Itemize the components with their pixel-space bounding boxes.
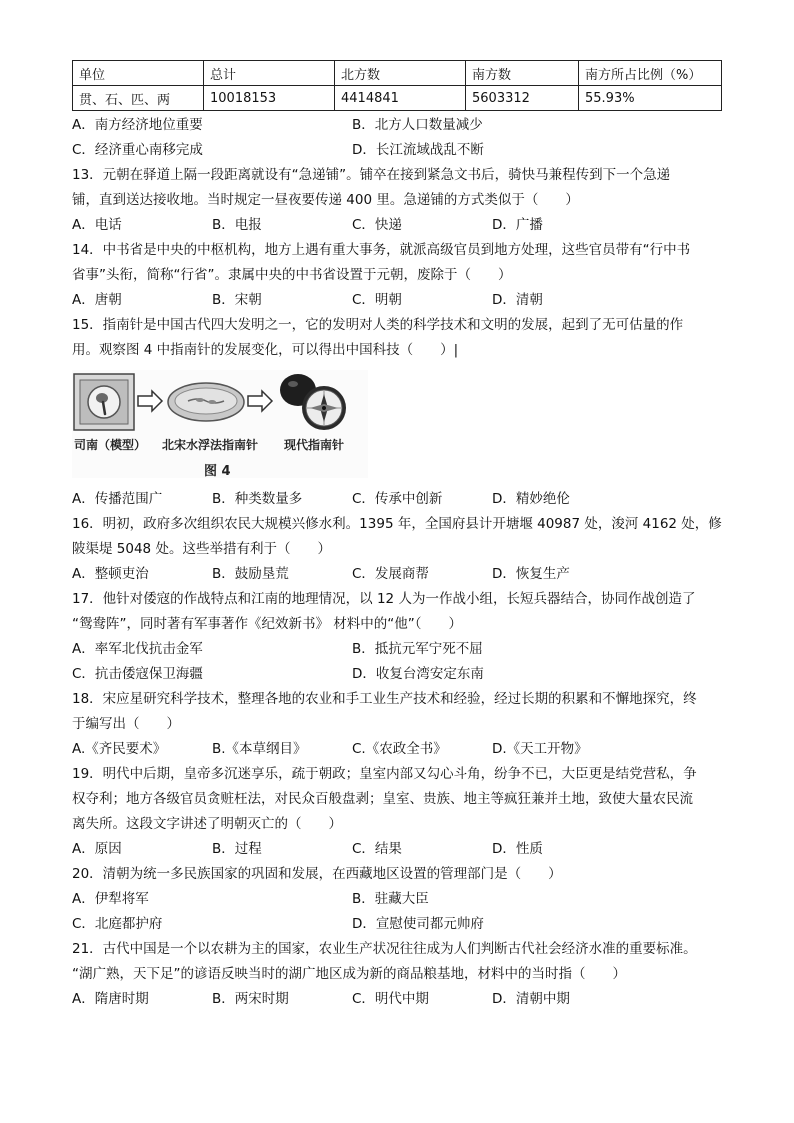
q13-option-b[interactable]: B．电报	[212, 217, 262, 233]
q19-stem-line-2: 权夺利；地方各级官员贪赃枉法，对民众百般盘剥；皇室、贵族、地主等疯狂兼并土地，致使大量农民流	[72, 791, 693, 807]
q14-stem-line-2: 省事”头衔，简称“行省”。隶属中央的中书省设置于元朝，废除于（ ）	[72, 267, 512, 283]
table-cell: 4414841	[335, 86, 466, 111]
q18-option-a[interactable]: A.《齐民要术》	[72, 741, 167, 757]
q14-stem-line-1: 14．中书省是中央的中枢机构，地方上遇有重大事务，就派高级官员到地方处理，这些官员带有“行中书	[72, 242, 691, 258]
q15-option-c[interactable]: C．传承中创新	[352, 491, 443, 507]
figure-label: 图 4	[204, 464, 231, 479]
q15-option-a[interactable]: A．传播范围广	[72, 491, 163, 507]
figure-caption-floating-compass: 北宋水浮法指南针	[162, 438, 259, 452]
q21-stem-line-2: “湖广熟，天下足”的谚语反映当时的湖广地区成为新的商品粮基地，材料中的当时指（ ）	[72, 966, 626, 982]
q17-stem-line-2: “鸳鸯阵”，同时著有军事著作《纪效新书》 材料中的“他”（ ）	[72, 616, 463, 632]
q14-option-a[interactable]: A．唐朝	[72, 292, 122, 308]
q21-options	[72, 989, 732, 1009]
q15-option-b[interactable]: B．种类数量多	[212, 491, 303, 507]
q12-option-d[interactable]: D．长江流域战乱不断	[352, 142, 484, 158]
q12-option-b[interactable]: B．北方人口数量减少	[352, 117, 483, 133]
table-cell: 贯、石、匹、两	[73, 86, 204, 111]
table-cell: 5603312	[466, 86, 579, 111]
q13-option-a[interactable]: A．电话	[72, 217, 122, 233]
q14-option-c[interactable]: C．明朝	[352, 292, 402, 308]
arrow-right-icon	[248, 391, 272, 411]
q20-option-b[interactable]: B．驻藏大臣	[352, 891, 429, 907]
q19-stem-line-1: 19．明代中后期，皇帝多沉迷享乐，疏于朝政；皇室内部又勾心斗角，纷争不已，大臣更是结党营私，争	[72, 766, 697, 782]
table-cell: 10018153	[204, 86, 335, 111]
q13-option-c[interactable]: C．快递	[352, 217, 402, 233]
tax-statistics-table	[72, 60, 722, 111]
q21-option-a[interactable]: A．隋唐时期	[72, 991, 149, 1007]
q19-option-d[interactable]: D．性质	[492, 841, 543, 857]
q18-options	[72, 739, 732, 759]
q17-option-b[interactable]: B．抵抗元军宁死不屈	[352, 641, 483, 657]
q16-option-d[interactable]: D．恢复生产	[492, 566, 570, 582]
q21-option-d[interactable]: D．清朝中期	[492, 991, 570, 1007]
q12-options-row-2	[72, 140, 732, 160]
q19-options	[72, 839, 732, 859]
q20-options-row-1	[72, 889, 732, 909]
q13-stem-line-2: 铺，直到送达接收地。当时规定一昼夜要传递 400 里。急递铺的方式类似于（ ）	[72, 192, 579, 208]
q17-option-c[interactable]: C．抗击倭寇保卫海疆	[72, 666, 203, 682]
q21-option-b[interactable]: B．两宋时期	[212, 991, 289, 1007]
table-cell: 55.93%	[579, 86, 722, 111]
q20-option-c[interactable]: C．北庭都护府	[72, 916, 163, 932]
arrow-right-icon	[138, 391, 162, 411]
q12-options-row-1	[72, 115, 732, 135]
q14-option-d[interactable]: D．清朝	[492, 292, 543, 308]
q17-stem-line-1: 17．他针对倭寇的作战特点和江南的地理情况，以 12 人为一作战小组，长短兵器结合，协同作战创造了	[72, 591, 696, 607]
table-header-cell: 南方数	[466, 61, 579, 86]
figure-caption-sinan: 司南（模型）	[74, 438, 147, 452]
q14-options	[72, 290, 732, 310]
table-header-cell: 南方所占比例（%）	[579, 61, 722, 86]
floating-needle-compass-image	[168, 383, 244, 421]
figure-caption-modern-compass: 现代指南针	[284, 438, 345, 452]
q16-option-c[interactable]: C．发展商帮	[352, 566, 429, 582]
q17-options-row-2	[72, 664, 732, 684]
table-header-cell: 单位	[73, 61, 204, 86]
modern-compass-image	[280, 374, 346, 430]
q18-option-b[interactable]: B.《本草纲目》	[212, 741, 307, 757]
q13-options	[72, 215, 732, 235]
q21-stem-line-1: 21．古代中国是一个以农耕为主的国家，农业生产状况往往成为人们判断古代社会经济水准的重要标准。	[72, 941, 697, 957]
q16-options	[72, 564, 732, 584]
q21-option-c[interactable]: C．明代中期	[352, 991, 429, 1007]
q15-option-d[interactable]: D．精妙绝伦	[492, 491, 570, 507]
table-header-row	[73, 61, 722, 86]
q20-stem-line-1: 20．清朝为统一多民族国家的巩固和发展，在西藏地区设置的管理部门是（ ）	[72, 866, 562, 882]
table-header-cell: 总计	[204, 61, 335, 86]
q17-option-d[interactable]: D．收复台湾安定东南	[352, 666, 484, 682]
q16-option-b[interactable]: B．鼓励垦荒	[212, 566, 289, 582]
compass-evolution-figure	[72, 370, 368, 478]
q16-option-a[interactable]: A．整顿吏治	[72, 566, 149, 582]
q20-options-row-2	[72, 914, 732, 934]
q15-stem-line-2: 用。观察图 4 中指南针的发展变化，可以得出中国科技（ ）|	[72, 342, 459, 358]
q16-stem-line-2: 陂渠堤 5048 处。这些举措有利于（ ）	[72, 541, 331, 557]
q14-option-b[interactable]: B．宋朝	[212, 292, 262, 308]
table-header-cell: 北方数	[335, 61, 466, 86]
q17-option-a[interactable]: A．率军北伐抗击金军	[72, 641, 203, 657]
q18-stem-line-1: 18．宋应星研究科学技术，整理各地的农业和手工业生产技术和经验，经过长期的积累和不懈地探究，终	[72, 691, 697, 707]
q16-stem-line-1: 16．明初，政府多次组织农民大规模兴修水利。1395 年，全国府县计开塘堰 40987 处，浚河 4162 处，修	[72, 516, 722, 532]
sinan-model-image	[74, 374, 134, 430]
q19-option-a[interactable]: A．原因	[72, 841, 122, 857]
q19-option-c[interactable]: C．结果	[352, 841, 402, 857]
q15-options	[72, 489, 732, 509]
q18-option-c[interactable]: C.《农政全书》	[352, 741, 447, 757]
q12-option-a[interactable]: A．南方经济地位重要	[72, 117, 203, 133]
table-row	[73, 86, 722, 111]
q17-options-row-1	[72, 639, 732, 659]
q18-option-d[interactable]: D.《天工开物》	[492, 741, 588, 757]
q20-option-a[interactable]: A．伊犁将军	[72, 891, 149, 907]
q20-option-d[interactable]: D．宣慰使司都元帅府	[352, 916, 484, 932]
q13-stem-line-1: 13．元朝在驿道上隔一段距离就设有“急递铺”。铺卒在接到紧急文书后，骑快马兼程传到下一个急递	[72, 167, 671, 183]
q19-option-b[interactable]: B．过程	[212, 841, 262, 857]
q13-option-d[interactable]: D．广播	[492, 217, 543, 233]
q15-stem-line-1: 15．指南针是中国古代四大发明之一，它的发明对人类的科学技术和文明的发展，起到了无可估量的作	[72, 317, 684, 333]
q18-stem-line-2: 于编写出（ ）	[72, 716, 180, 732]
q19-stem-line-3: 离失所。这段文字讲述了明朝灭亡的（ ）	[72, 816, 342, 832]
q12-option-c[interactable]: C．经济重心南移完成	[72, 142, 203, 158]
